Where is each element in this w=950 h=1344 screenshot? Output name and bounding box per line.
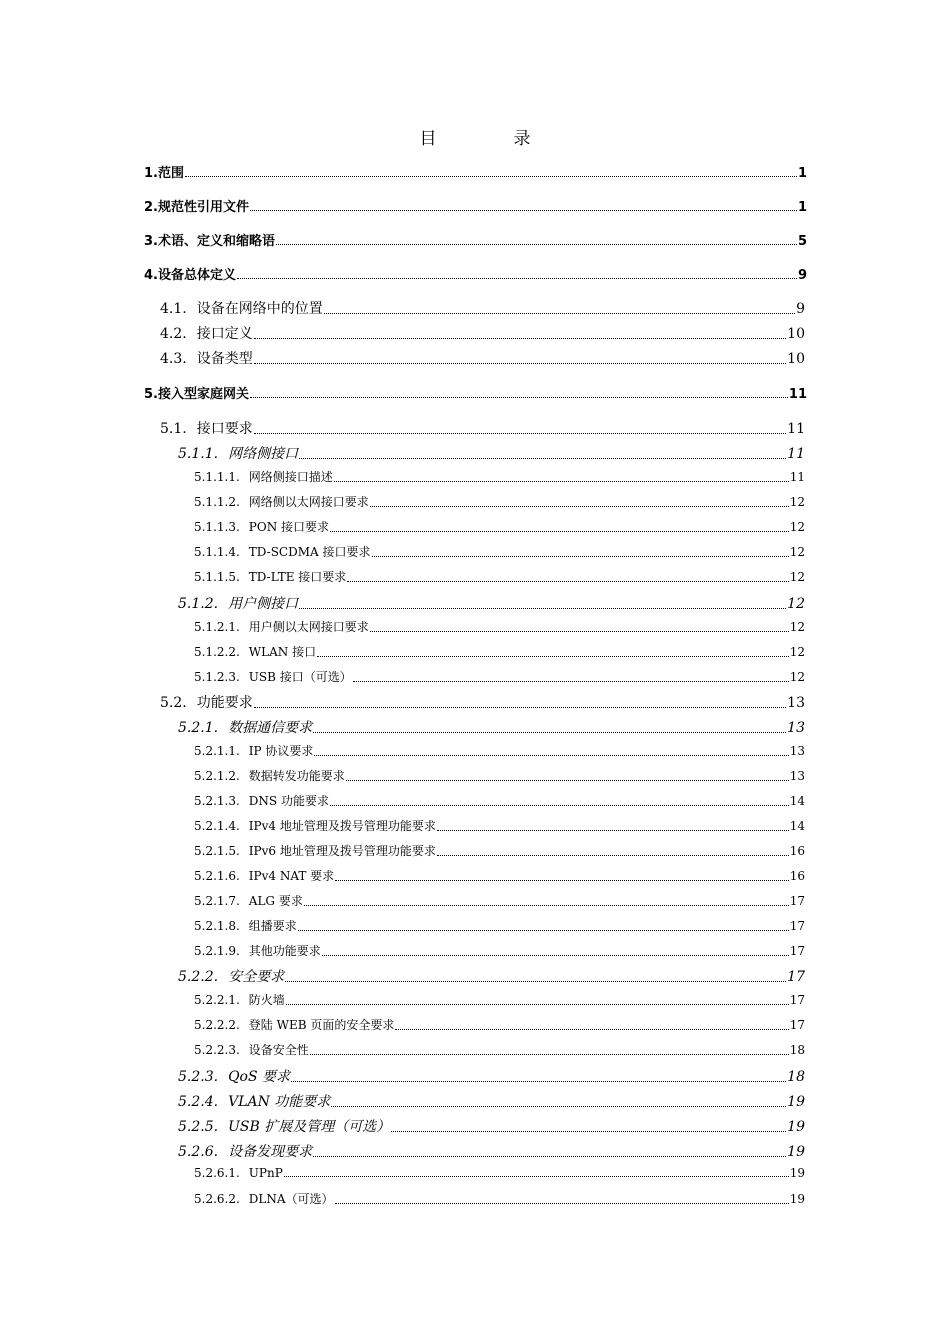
toc-entry-text: IP 协议要求 [248,744,314,758]
toc-entry-text: 术语、定义和缩略语 [157,234,275,249]
toc-entry-text: 安全要求 [228,969,285,985]
toc-entry[interactable] [194,468,805,485]
toc-entry-text: 数据通信要求 [228,720,313,736]
toc-entry-label [178,1066,290,1086]
toc-entry-text: 设备总体定义 [157,268,236,283]
toc-entry-number: 5.2.1.5. [194,844,240,858]
dot-leader [298,930,789,931]
toc-entry-text: WLAN 接口 [248,645,317,659]
toc-entry-page: 14 [789,794,805,808]
toc-entry-page: 17 [789,1018,805,1032]
toc-entry-page: 13 [787,720,805,736]
toc-entry-page: 9 [796,301,805,317]
toc-entry[interactable] [160,418,805,438]
toc-entry-text: 设备在网络中的位置 [196,301,323,317]
toc-entry-label [194,643,316,660]
toc-entry-label [178,1091,330,1111]
toc-entry-page: 17 [789,894,805,908]
toc-entry-number: 4.1. [160,301,187,317]
toc-entry-text: IPv4 地址管理及拨号管理功能要求 [248,819,436,833]
toc-entry-page: 12 [789,495,805,509]
toc-entry-page: 12 [789,570,805,584]
toc-entry-number: 5.2.1.4. [194,819,240,833]
toc-entry-text: 设备发现要求 [228,1144,313,1160]
toc-entry-label [160,323,253,343]
toc-entry-text: UPnP [248,1166,283,1180]
toc-entry-label [194,568,346,585]
toc-entry[interactable] [160,298,805,318]
toc-entry-label [144,383,249,402]
dot-leader [250,397,788,398]
toc-entry[interactable] [194,742,805,759]
toc-entry-label [144,162,184,181]
toc-entry[interactable] [194,668,805,685]
dot-leader [299,608,786,609]
toc-entry-text: 网络侧以太网接口要求 [248,495,369,509]
toc-entry-page: 16 [789,869,805,883]
toc-entry[interactable] [144,264,807,283]
toc-entry[interactable] [194,842,805,859]
toc-entry-page: 10 [787,326,805,342]
toc-entry-page: 11 [787,421,805,437]
toc-entry[interactable] [194,792,805,809]
dot-leader [291,1081,786,1082]
toc-entry-page: 18 [789,1043,805,1057]
toc-entry-label [160,692,253,712]
toc-entry-number: 4.3. [160,351,187,367]
toc-entry-page: 5 [797,234,807,249]
toc-entry-label [178,1116,390,1136]
toc-entry[interactable] [178,717,805,737]
toc-entry-label [178,593,298,613]
dot-leader [395,1029,788,1030]
toc-entry-text: QoS 要求 [228,1069,291,1085]
toc-entry-number: 5.2.1.1. [194,744,240,758]
toc-entry-number: 5.1.2.1. [194,620,240,634]
dot-leader [254,433,786,434]
toc-entry[interactable] [194,1166,805,1180]
toc-entry-number: 4.2. [160,326,187,342]
toc-entry-text: USB 扩展及管理（可选） [228,1119,391,1135]
toc-entry[interactable] [194,892,805,909]
toc-entry[interactable] [160,692,805,712]
toc-entry-page: 19 [787,1119,805,1135]
toc-entry-page: 19 [789,1166,805,1180]
toc-entry-number: 5.2.6.1. [194,1166,240,1180]
dot-leader [437,855,789,856]
toc-entry[interactable] [160,323,805,343]
toc-entry-page: 19 [789,1192,805,1206]
toc-entry-label [194,842,436,859]
dot-leader [437,830,789,831]
toc-entry-number: 5.1.1.4. [194,545,240,559]
dot-leader [370,506,789,507]
toc-entry-number: 5.1.2. [178,596,219,612]
dot-leader [299,458,786,459]
toc-entry-text: 防火墙 [248,993,285,1007]
toc-entry-label [194,1190,334,1207]
toc-entry[interactable] [194,618,805,635]
toc-entry-text: 功能要求 [196,695,253,711]
toc-entry-number: 5.2.3. [178,1069,219,1085]
toc-entry-page: 11 [787,446,805,462]
toc-entry-label [194,942,321,959]
toc-entry-page: 17 [789,944,805,958]
toc-entry-text: 接口要求 [196,421,253,437]
toc-entry-page: 10 [787,351,805,367]
toc-entry-page: 17 [789,919,805,933]
dot-leader [391,1131,786,1132]
toc-entry-number: 5.1.1.3. [194,520,240,534]
toc-entry[interactable] [194,991,805,1008]
toc-entry[interactable] [178,593,805,613]
toc-entry[interactable] [178,966,805,986]
toc-entry[interactable] [194,767,805,784]
toc-entry-number: 5.1.2.3. [194,670,240,684]
dot-leader [335,880,789,881]
toc-entry-text: 用户侧接口 [228,596,299,612]
toc-entry-label [194,792,329,809]
toc-entry-page: 19 [787,1094,805,1110]
toc-entry-label [178,717,312,737]
toc-entry-label [194,917,297,934]
dot-leader [286,1004,789,1005]
dot-leader [285,981,786,982]
toc-entry-text: TD-SCDMA 接口要求 [248,545,371,559]
toc-entry[interactable] [194,917,805,934]
toc-entry-label [160,348,253,368]
toc-entry-label [194,742,313,759]
toc-entry-text: 接口定义 [196,326,253,342]
toc-entry-label [194,991,285,1008]
toc-entry-page: 17 [787,969,805,985]
toc-entry-number: 5.1.1.1. [194,470,240,484]
toc-entry-label [194,1041,309,1058]
toc-entry-number: 5.1.1.5. [194,570,240,584]
toc-entry-text: 其他功能要求 [248,944,321,958]
toc-entry-number: 5.2.1.6. [194,869,240,883]
toc-entry-label [160,298,323,318]
toc-entry-number: 5.2.5. [178,1119,219,1135]
toc-entry-label [194,493,369,510]
toc-entry-text: PON 接口要求 [248,520,330,534]
toc-entry-label [194,1166,283,1180]
toc-entry-label [194,1016,394,1033]
toc-entry[interactable] [194,568,805,585]
toc-entry-number: 5.2.1.7. [194,894,240,908]
toc-entry-text: 设备类型 [196,351,253,367]
toc-entry[interactable] [194,518,805,535]
toc-entry-page: 12 [789,545,805,559]
toc-entry-text: 登陆 WEB 页面的安全要求 [248,1018,395,1032]
toc-entry-text: IPv6 地址管理及拨号管理功能要求 [248,844,436,858]
toc-entry-label [194,518,329,535]
toc-entry[interactable] [144,162,807,181]
toc-entry-number: 5.2.2.3. [194,1043,240,1057]
dot-leader [254,363,786,364]
toc-entry[interactable] [194,817,805,834]
toc-entry[interactable] [160,348,805,368]
toc-entry[interactable] [194,643,805,660]
toc-entry-page: 19 [787,1144,805,1160]
toc-entry[interactable] [194,543,805,560]
dot-leader [185,176,797,177]
toc-entry[interactable] [194,1190,805,1207]
toc-entry-text: TD-LTE 接口要求 [248,570,347,584]
dot-leader [331,1106,786,1107]
toc-entry-text: 范围 [157,166,184,181]
toc-entry[interactable] [144,196,807,215]
toc-entry-number: 5.2.1.9. [194,944,240,958]
toc-entry-page: 11 [789,470,805,484]
toc-entry-page: 14 [789,819,805,833]
toc-entry-number: 5.1.1.2. [194,495,240,509]
dot-leader [313,1156,786,1157]
toc-entry-page: 12 [789,520,805,534]
toc-entry-label [194,767,345,784]
dot-leader [276,244,797,245]
toc-entry-number: 5.2.1.8. [194,919,240,933]
dot-leader [254,707,786,708]
toc-entry-label [144,264,236,283]
toc-entry-label [160,418,253,438]
toc-entry-number: 5.2. [160,695,187,711]
toc-entry-text: 接入型家庭网关 [157,387,249,402]
toc-entry-text: 网络侧接口 [228,446,299,462]
toc-entry[interactable] [144,230,807,249]
toc-entry-label [194,543,371,560]
toc-entry-number: 2. [144,200,158,215]
dot-leader [372,556,789,557]
dot-leader [330,805,789,806]
toc-entry-text: 组播要求 [248,919,297,933]
dot-leader [317,656,789,657]
toc-entry-label [144,230,275,249]
toc-entry-page: 12 [789,670,805,684]
toc-entry-number: 4. [144,268,158,283]
toc-entry-page: 1 [797,166,807,181]
dot-leader [346,780,789,781]
toc-entry-page: 1 [797,200,807,215]
toc-entry[interactable] [194,493,805,510]
toc-entry-text: 规范性引用文件 [157,200,249,215]
toc-entry-number: 5.2.1. [178,720,219,736]
toc-entry-text: USB 接口（可选） [248,670,352,684]
dot-leader [322,955,789,956]
toc-entry-label [194,618,369,635]
dot-leader [284,1176,789,1177]
dot-leader [335,1203,789,1204]
toc-entry[interactable] [178,1116,805,1136]
toc-entry-page: 9 [797,268,807,283]
toc-entry-number: 5.1. [160,421,187,437]
dot-leader [324,313,795,314]
toc-entry-number: 5. [144,387,158,402]
toc-entry-number: 5.2.6.2. [194,1192,240,1206]
toc-entry[interactable] [178,1091,805,1111]
dot-leader [330,531,789,532]
toc-entry-number: 5.2.2.2. [194,1018,240,1032]
toc-entry-label [194,867,334,884]
toc-entry-page: 11 [788,387,807,402]
dot-leader [250,210,797,211]
dot-leader [314,755,788,756]
dot-leader [254,338,786,339]
dot-leader [304,905,789,906]
toc-entry[interactable] [144,383,807,402]
toc-entry-label [178,443,298,463]
toc-entry-number: 5.2.6. [178,1144,219,1160]
toc-entry-number: 3. [144,234,158,249]
toc-entry-label [194,892,303,909]
toc-entry-text: 网络侧接口描述 [248,470,333,484]
toc-entry-page: 16 [789,844,805,858]
toc-entry-page: 18 [787,1069,805,1085]
dot-leader [347,581,788,582]
toc-entry-text: DLNA（可选） [248,1192,334,1206]
toc-entry[interactable] [178,1141,805,1161]
toc-entry-page: 12 [789,620,805,634]
toc-entry-label [194,468,333,485]
toc-entry-label [178,1141,312,1161]
toc-entry-page: 13 [789,769,805,783]
toc-entry-number: 5.1.2.2. [194,645,240,659]
toc-entry-text: VLAN 功能要求 [228,1094,331,1110]
toc-entry-text: ALG 要求 [248,894,303,908]
toc-entry-text: 用户侧以太网接口要求 [248,620,369,634]
toc-entry-text: 设备安全性 [248,1043,309,1057]
toc-entry[interactable] [178,443,805,463]
toc-entry[interactable] [194,867,805,884]
toc-entry-page: 13 [789,744,805,758]
dot-leader [353,681,789,682]
toc-entry-label [194,668,352,685]
toc-entry-number: 5.2.1.2. [194,769,240,783]
toc-entry-page: 12 [789,645,805,659]
dot-leader [370,631,789,632]
toc-entry-text: IPv4 NAT 要求 [248,869,335,883]
dot-leader [237,278,797,279]
toc-entry-number: 5.2.1.3. [194,794,240,808]
dot-leader [310,1054,789,1055]
toc-entry[interactable] [178,1066,805,1086]
toc-entry-label [178,966,284,986]
toc-entry[interactable] [194,1016,805,1033]
toc-entry-number: 5.2.2. [178,969,219,985]
toc-entry[interactable] [194,1041,805,1058]
toc-entry-page: 12 [787,596,805,612]
page-title: 目 录 [419,129,561,149]
toc-entry-label [194,817,436,834]
toc-entry[interactable] [194,942,805,959]
toc-entry-number: 5.2.2.1. [194,993,240,1007]
toc-entry-text: 数据转发功能要求 [248,769,345,783]
dot-leader [313,732,786,733]
toc-entry-number: 5.1.1. [178,446,219,462]
toc-entry-number: 5.2.4. [178,1094,219,1110]
toc-entry-label [144,196,249,215]
toc-entry-text: DNS 功能要求 [248,794,329,808]
toc-entry-number: 1. [144,166,158,181]
dot-leader [334,481,789,482]
toc-entry-page: 13 [787,695,805,711]
toc-entry-page: 17 [789,993,805,1007]
